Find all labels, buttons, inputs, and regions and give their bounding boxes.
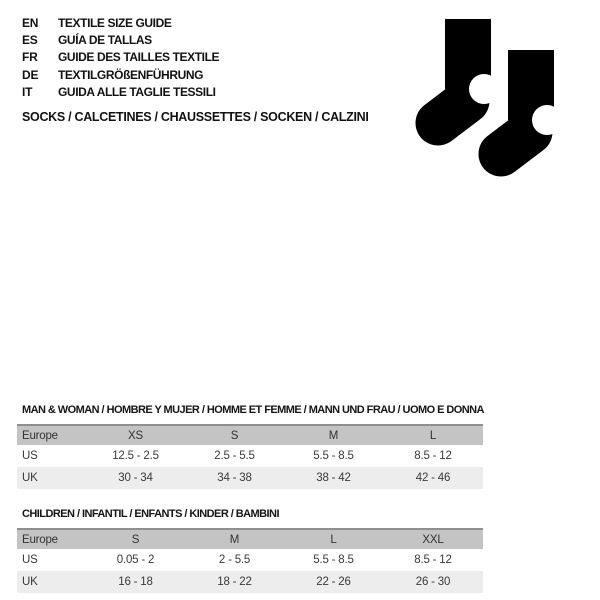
table-header-row (17, 425, 483, 445)
column-header: S (185, 425, 284, 445)
table-cell: 42 - 46 (415, 472, 451, 484)
language-label: TEXTILE SIZE GUIDE (58, 15, 172, 30)
table-cell: UK (22, 576, 38, 588)
language-row (22, 66, 219, 83)
language-code: ES (22, 33, 38, 48)
table-cell: 2 - 5.5 (218, 554, 251, 566)
language-code: FR (22, 50, 38, 65)
language-code: EN (22, 15, 39, 30)
table-header-row (17, 529, 483, 549)
table-cell: 38 - 42 (316, 472, 351, 484)
column-header: L (284, 529, 383, 549)
table-cell: UK (22, 472, 38, 484)
column-header: L (383, 425, 483, 445)
language-list (22, 14, 219, 101)
language-label: GUIDE DES TAILLES TEXTILE (58, 50, 220, 65)
language-label: GUIDA ALLE TAGLIE TESSILI (58, 85, 216, 100)
table-cell: 0.05 - 2 (116, 554, 155, 566)
column-header: XS (86, 425, 185, 445)
language-row (22, 14, 219, 31)
table-title-children: CHILDREN / INFANTIL / ENFANTS / KINDER / BAMBINI (22, 508, 279, 520)
size-table-adult (17, 424, 483, 489)
table-cell: 5.5 - 8.5 (313, 554, 354, 566)
table-cell: 16 - 18 (118, 576, 153, 588)
column-header: M (284, 425, 383, 445)
table-cell: 30 - 34 (118, 472, 153, 484)
language-label: GUÍA DE TALLAS (58, 33, 152, 48)
category-title: SOCKS / CALCETINES / CHAUSSETTES / SOCKEN / CALZINI (22, 110, 369, 124)
table-cell: 5.5 - 8.5 (313, 450, 354, 462)
size-table-children (17, 528, 483, 593)
table-cell: 8.5 - 12 (414, 554, 452, 566)
socks-icon (408, 12, 560, 182)
table-cell: 12.5 - 2.5 (112, 450, 159, 462)
language-code: IT (22, 85, 33, 100)
table-title-adult: MAN & WOMAN / HOMBRE Y MUJER / HOMME ET FEMME / MANN UND FRAU / UOMO E DONNA (22, 404, 484, 416)
table-row (17, 571, 483, 593)
size-table-section-children (17, 508, 483, 593)
language-row (22, 49, 219, 66)
column-header: S (86, 529, 185, 549)
column-header: M (185, 529, 284, 549)
language-label: TEXTILGRÖßENFÜHRUNG (58, 67, 204, 82)
language-row (22, 84, 219, 101)
size-table-section-adult (17, 404, 483, 489)
table-cell: 18 - 22 (217, 576, 252, 588)
table-row (17, 467, 483, 489)
table-cell: 2.5 - 5.5 (214, 450, 255, 462)
table-cell: 22 - 26 (316, 576, 351, 588)
table-cell: US (22, 450, 38, 462)
table-cell: US (22, 554, 38, 566)
column-header: Europe (17, 425, 86, 445)
column-header: Europe (17, 529, 86, 549)
table-row (17, 549, 483, 571)
language-row (22, 31, 219, 48)
table-row (17, 445, 483, 467)
language-code: DE (22, 67, 39, 82)
column-header: XXL (383, 529, 483, 549)
table-cell: 8.5 - 12 (414, 450, 452, 462)
table-cell: 26 - 30 (415, 576, 451, 588)
table-cell: 34 - 38 (217, 472, 252, 484)
